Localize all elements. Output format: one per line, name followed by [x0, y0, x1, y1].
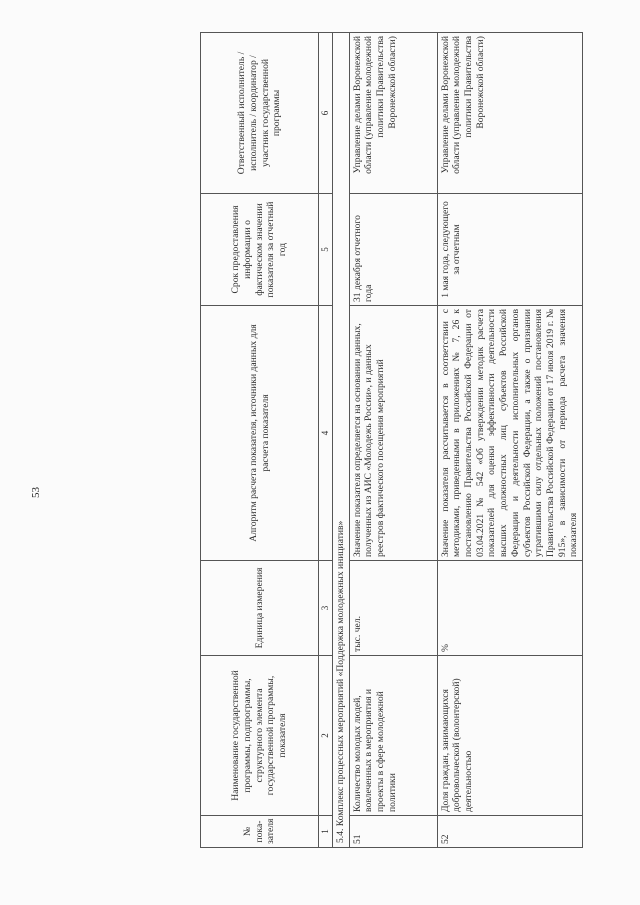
row-num: 51 — [349, 816, 437, 848]
indicator-table — [200, 32, 583, 848]
row-algorithm: Значение показателя рассчитывается в соответствии с методиками, приведенными в приложениях № 7, 26 к постановлению Правительства Российской Федерации от 03.04.2021 № 542 «Об утверждении методик расчета показателей для оценки эффективности деятельности высших должностных лиц субъектов Российской Федерации и деятельности исполнительных органов субъектов Российской Федерации, а также о признании утратившими силу отдельных положений постановления Правительства Российской Федерации от 17 июля 2019 г. № 915», в зависимости от периода расчета значения показателя — [437, 306, 582, 561]
row-num: 52 — [437, 816, 582, 848]
header-algorithm: Алгоритм расчета показателя, источники данных для расчета показателя — [201, 306, 319, 561]
section-row — [332, 33, 349, 848]
column-number: 2 — [319, 656, 333, 816]
row-responsible: Управление делами Воронежской области (управление молодежной политики Правительства Воронежской области) — [437, 33, 582, 194]
column-number: 6 — [319, 33, 333, 194]
header-num: № пока-зателя — [201, 816, 319, 848]
rotated-table-container — [200, 33, 620, 848]
row-deadline: 1 мая года, следующего за отчетным — [437, 194, 582, 306]
header-unit: Единица измерения — [201, 561, 319, 656]
row-name: Количество молодых людей, вовлеченных в мероприятия и проекты в сфере молодежной политики — [349, 656, 437, 816]
column-number: 4 — [319, 306, 333, 561]
row-responsible: Управление делами Воронежской области (управление молодежной политики Правительства Воронежской области) — [349, 33, 437, 194]
header-deadline: Срок предоставления информации о фактическом значении показателя за отчетный год — [201, 194, 319, 306]
row-unit: % — [437, 561, 582, 656]
table-row — [437, 33, 582, 848]
row-deadline: 31 декабря отчетного года — [349, 194, 437, 306]
table-row — [349, 33, 437, 848]
page-number: 53 — [30, 487, 42, 498]
column-number: 3 — [319, 561, 333, 656]
column-number: 1 — [319, 816, 333, 848]
header-responsible: Ответственный исполнитель / исполнитель / координатор / участник государственной программы — [201, 33, 319, 194]
row-algorithm: Значение показателя определяется на основании данных, полученных из АИС «Молодежь России», и данных реестров фактического посещения мероприятий — [349, 306, 437, 561]
section-title: 5.4. Комплекс процессных мероприятий «Поддержка молодежных инициатив» — [332, 33, 349, 848]
column-number: 5 — [319, 194, 333, 306]
row-unit: тыс. чел. — [349, 561, 437, 656]
header-row — [201, 33, 319, 848]
header-name: Наименование государственной программы, подпрограммы, структурного элемента государственной программы, показателя — [201, 656, 319, 816]
row-name: Доля граждан, занимающихся добровольческой (волонтерской) деятельностью — [437, 656, 582, 816]
column-number-row — [319, 33, 333, 848]
